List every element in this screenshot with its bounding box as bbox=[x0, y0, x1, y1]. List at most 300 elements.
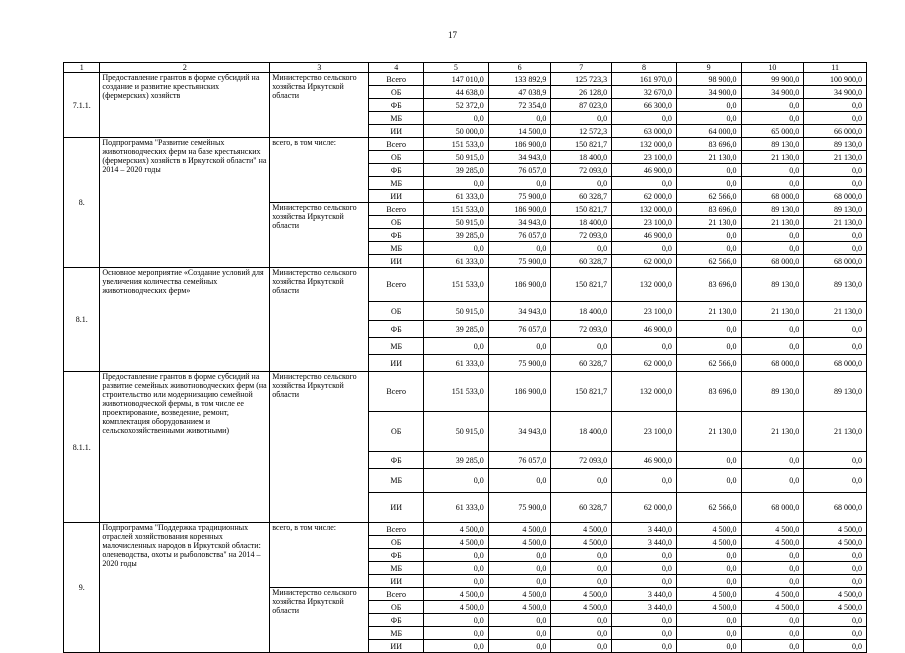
value-cell: 46 900,0 bbox=[612, 229, 677, 242]
funding-source: ОБ bbox=[369, 216, 424, 229]
value-cell: 4 500,0 bbox=[551, 588, 612, 601]
funding-source: ФБ bbox=[369, 452, 424, 469]
value-cell: 4 500,0 bbox=[804, 536, 867, 549]
value-cell: 0,0 bbox=[804, 469, 867, 493]
row-index: 7.1.1. bbox=[64, 73, 100, 138]
value-cell: 4 500,0 bbox=[424, 588, 489, 601]
funding-source: Всего bbox=[369, 138, 424, 151]
value-cell: 68 000,0 bbox=[804, 355, 867, 372]
value-cell: 4 500,0 bbox=[488, 523, 551, 536]
value-cell: 65 000,0 bbox=[741, 125, 804, 138]
value-cell: 89 130,0 bbox=[804, 138, 867, 151]
value-cell: 0,0 bbox=[741, 452, 804, 469]
value-cell: 0,0 bbox=[488, 575, 551, 588]
funding-source: ИИ bbox=[369, 640, 424, 653]
value-cell: 0,0 bbox=[424, 338, 489, 355]
value-cell: 61 333,0 bbox=[424, 190, 489, 203]
value-cell: 4 500,0 bbox=[488, 588, 551, 601]
value-cell: 62 000,0 bbox=[612, 493, 677, 523]
value-cell: 4 500,0 bbox=[804, 588, 867, 601]
budget-table bbox=[63, 62, 867, 653]
value-cell: 150 821,7 bbox=[551, 138, 612, 151]
value-cell: 4 500,0 bbox=[676, 601, 741, 614]
value-cell: 72 093,0 bbox=[551, 229, 612, 242]
value-cell: 0,0 bbox=[804, 549, 867, 562]
value-cell: 0,0 bbox=[676, 614, 741, 627]
col-header: 1 bbox=[64, 63, 100, 73]
value-cell: 89 130,0 bbox=[741, 372, 804, 412]
value-cell: 83 696,0 bbox=[676, 268, 741, 302]
value-cell: 0,0 bbox=[551, 614, 612, 627]
funding-source: МБ bbox=[369, 112, 424, 125]
col-header: 6 bbox=[488, 63, 551, 73]
value-cell: 72 354,0 bbox=[488, 99, 551, 112]
row-name: Основное мероприятие «Создание условий для увеличения количества семейных животноводческих ферм» bbox=[100, 268, 270, 372]
col-header: 5 bbox=[424, 63, 489, 73]
value-cell: 0,0 bbox=[676, 575, 741, 588]
funding-source: ИИ bbox=[369, 125, 424, 138]
value-cell: 0,0 bbox=[804, 229, 867, 242]
value-cell: 89 130,0 bbox=[804, 268, 867, 302]
value-cell: 4 500,0 bbox=[424, 601, 489, 614]
value-cell: 83 696,0 bbox=[676, 203, 741, 216]
value-cell: 0,0 bbox=[612, 242, 677, 255]
value-cell: 0,0 bbox=[424, 177, 489, 190]
funding-source: ИИ bbox=[369, 355, 424, 372]
value-cell: 0,0 bbox=[676, 99, 741, 112]
col-header: 3 bbox=[270, 63, 369, 73]
value-cell: 52 372,0 bbox=[424, 99, 489, 112]
value-cell: 34 943,0 bbox=[488, 302, 551, 321]
value-cell: 39 285,0 bbox=[424, 164, 489, 177]
row-index: 9. bbox=[64, 523, 100, 653]
col-header: 11 bbox=[804, 63, 867, 73]
table-row bbox=[64, 523, 867, 536]
value-cell: 0,0 bbox=[804, 112, 867, 125]
value-cell: 0,0 bbox=[676, 242, 741, 255]
funding-source: ФБ bbox=[369, 229, 424, 242]
value-cell: 0,0 bbox=[741, 614, 804, 627]
value-cell: 62 000,0 bbox=[612, 190, 677, 203]
value-cell: 3 440,0 bbox=[612, 588, 677, 601]
value-cell: 34 943,0 bbox=[488, 412, 551, 452]
value-cell: 132 000,0 bbox=[612, 268, 677, 302]
value-cell: 0,0 bbox=[488, 338, 551, 355]
value-cell: 0,0 bbox=[551, 549, 612, 562]
value-cell: 21 130,0 bbox=[804, 412, 867, 452]
value-cell: 0,0 bbox=[741, 549, 804, 562]
value-cell: 26 128,0 bbox=[551, 86, 612, 99]
value-cell: 151 533,0 bbox=[424, 372, 489, 412]
value-cell: 0,0 bbox=[612, 177, 677, 190]
value-cell: 151 533,0 bbox=[424, 268, 489, 302]
value-cell: 4 500,0 bbox=[741, 588, 804, 601]
value-cell: 21 130,0 bbox=[741, 412, 804, 452]
value-cell: 83 696,0 bbox=[676, 138, 741, 151]
funding-source: ОБ bbox=[369, 151, 424, 164]
value-cell: 0,0 bbox=[551, 575, 612, 588]
value-cell: 0,0 bbox=[488, 549, 551, 562]
value-cell: 0,0 bbox=[424, 242, 489, 255]
funding-source: ФБ bbox=[369, 549, 424, 562]
value-cell: 72 093,0 bbox=[551, 452, 612, 469]
funding-source: МБ bbox=[369, 242, 424, 255]
value-cell: 68 000,0 bbox=[741, 493, 804, 523]
funding-source: ФБ bbox=[369, 614, 424, 627]
value-cell: 76 057,0 bbox=[488, 452, 551, 469]
value-cell: 0,0 bbox=[551, 469, 612, 493]
value-cell: 87 023,0 bbox=[551, 99, 612, 112]
value-cell: 21 130,0 bbox=[676, 151, 741, 164]
value-cell: 89 130,0 bbox=[804, 203, 867, 216]
value-cell: 68 000,0 bbox=[741, 255, 804, 268]
value-cell: 0,0 bbox=[676, 177, 741, 190]
funding-source: Всего bbox=[369, 588, 424, 601]
row-index: 8.1. bbox=[64, 268, 100, 372]
row-index: 8.1.1. bbox=[64, 372, 100, 523]
value-cell: 46 900,0 bbox=[612, 321, 677, 338]
value-cell: 4 500,0 bbox=[488, 601, 551, 614]
value-cell: 89 130,0 bbox=[741, 203, 804, 216]
row-name: Подпрограмма "Развитие семейных животноводческих ферм на базе крестьянских (фермерских) хозяйств в Иркутской области" на 2014 – 2020 годы bbox=[100, 138, 270, 268]
value-cell: 0,0 bbox=[612, 640, 677, 653]
value-cell: 46 900,0 bbox=[612, 164, 677, 177]
value-cell: 23 100,0 bbox=[612, 412, 677, 452]
value-cell: 62 566,0 bbox=[676, 355, 741, 372]
value-cell: 0,0 bbox=[551, 627, 612, 640]
value-cell: 0,0 bbox=[488, 614, 551, 627]
value-cell: 12 572,3 bbox=[551, 125, 612, 138]
col-header: 2 bbox=[100, 63, 270, 73]
value-cell: 21 130,0 bbox=[741, 151, 804, 164]
value-cell: 4 500,0 bbox=[676, 536, 741, 549]
funding-source: ОБ bbox=[369, 86, 424, 99]
value-cell: 76 057,0 bbox=[488, 164, 551, 177]
value-cell: 4 500,0 bbox=[741, 523, 804, 536]
value-cell: 76 057,0 bbox=[488, 321, 551, 338]
value-cell: 0,0 bbox=[676, 452, 741, 469]
value-cell: 61 333,0 bbox=[424, 255, 489, 268]
value-cell: 0,0 bbox=[424, 627, 489, 640]
value-cell: 3 440,0 bbox=[612, 523, 677, 536]
col-header: 4 bbox=[369, 63, 424, 73]
value-cell: 39 285,0 bbox=[424, 321, 489, 338]
value-cell: 0,0 bbox=[741, 338, 804, 355]
value-cell: 32 670,0 bbox=[612, 86, 677, 99]
value-cell: 66 000,0 bbox=[804, 125, 867, 138]
col-header: 9 bbox=[676, 63, 741, 73]
value-cell: 34 900,0 bbox=[741, 86, 804, 99]
row-name: Подпрограмма "Поддержка традиционных отраслей хозяйствования коренных малочисленных народов в Иркутской области: оленеводства, охоты и рыболовства" на 2014 – 2020 годы bbox=[100, 523, 270, 653]
funding-source: МБ bbox=[369, 627, 424, 640]
responsible-executor: Министерство сельского хозяйства Иркутской области bbox=[270, 372, 369, 523]
value-cell: 0,0 bbox=[676, 549, 741, 562]
value-cell: 0,0 bbox=[741, 229, 804, 242]
funding-source: ИИ bbox=[369, 493, 424, 523]
value-cell: 0,0 bbox=[424, 549, 489, 562]
value-cell: 50 915,0 bbox=[424, 216, 489, 229]
value-cell: 0,0 bbox=[612, 338, 677, 355]
responsible-executor: Министерство сельского хозяйства Иркутской области bbox=[270, 268, 369, 372]
value-cell: 0,0 bbox=[676, 321, 741, 338]
value-cell: 0,0 bbox=[551, 177, 612, 190]
value-cell: 4 500,0 bbox=[676, 523, 741, 536]
value-cell: 0,0 bbox=[676, 627, 741, 640]
value-cell: 0,0 bbox=[741, 99, 804, 112]
value-cell: 3 440,0 bbox=[612, 536, 677, 549]
value-cell: 21 130,0 bbox=[676, 216, 741, 229]
responsible-executor: всего, в том числе: bbox=[270, 523, 369, 588]
value-cell: 0,0 bbox=[804, 627, 867, 640]
value-cell: 21 130,0 bbox=[804, 151, 867, 164]
value-cell: 0,0 bbox=[741, 575, 804, 588]
value-cell: 0,0 bbox=[488, 112, 551, 125]
value-cell: 0,0 bbox=[676, 112, 741, 125]
value-cell: 89 130,0 bbox=[804, 372, 867, 412]
value-cell: 14 500,0 bbox=[488, 125, 551, 138]
value-cell: 63 000,0 bbox=[612, 125, 677, 138]
value-cell: 0,0 bbox=[612, 575, 677, 588]
table-row bbox=[64, 268, 867, 302]
value-cell: 68 000,0 bbox=[804, 255, 867, 268]
funding-source: ФБ bbox=[369, 321, 424, 338]
value-cell: 0,0 bbox=[488, 562, 551, 575]
value-cell: 0,0 bbox=[612, 469, 677, 493]
funding-source: ФБ bbox=[369, 99, 424, 112]
value-cell: 18 400,0 bbox=[551, 216, 612, 229]
funding-source: ОБ bbox=[369, 412, 424, 452]
value-cell: 133 892,9 bbox=[488, 73, 551, 86]
value-cell: 4 500,0 bbox=[551, 523, 612, 536]
value-cell: 0,0 bbox=[551, 562, 612, 575]
value-cell: 34 943,0 bbox=[488, 151, 551, 164]
funding-source: МБ bbox=[369, 562, 424, 575]
value-cell: 64 000,0 bbox=[676, 125, 741, 138]
funding-source: ИИ bbox=[369, 255, 424, 268]
value-cell: 0,0 bbox=[424, 640, 489, 653]
value-cell: 0,0 bbox=[804, 562, 867, 575]
table-row bbox=[64, 73, 867, 86]
value-cell: 83 696,0 bbox=[676, 372, 741, 412]
value-cell: 4 500,0 bbox=[488, 536, 551, 549]
value-cell: 150 821,7 bbox=[551, 203, 612, 216]
value-cell: 4 500,0 bbox=[741, 536, 804, 549]
value-cell: 0,0 bbox=[488, 627, 551, 640]
value-cell: 0,0 bbox=[424, 562, 489, 575]
value-cell: 0,0 bbox=[741, 112, 804, 125]
funding-source: Всего bbox=[369, 268, 424, 302]
value-cell: 0,0 bbox=[424, 614, 489, 627]
value-cell: 34 900,0 bbox=[804, 86, 867, 99]
responsible-executor: Министерство сельского хозяйства Иркутской области bbox=[270, 73, 369, 138]
value-cell: 0,0 bbox=[804, 177, 867, 190]
value-cell: 0,0 bbox=[424, 469, 489, 493]
responsible-executor: Министерство сельского хозяйства Иркутской области bbox=[270, 588, 369, 653]
value-cell: 150 821,7 bbox=[551, 372, 612, 412]
value-cell: 47 038,9 bbox=[488, 86, 551, 99]
responsible-executor: Министерство сельского хозяйства Иркутской области bbox=[270, 203, 369, 268]
value-cell: 68 000,0 bbox=[804, 493, 867, 523]
value-cell: 132 000,0 bbox=[612, 372, 677, 412]
value-cell: 0,0 bbox=[804, 321, 867, 338]
value-cell: 62 566,0 bbox=[676, 493, 741, 523]
value-cell: 150 821,7 bbox=[551, 268, 612, 302]
value-cell: 4 500,0 bbox=[676, 588, 741, 601]
header-row bbox=[64, 63, 867, 73]
value-cell: 60 328,7 bbox=[551, 255, 612, 268]
value-cell: 0,0 bbox=[551, 640, 612, 653]
value-cell: 151 533,0 bbox=[424, 203, 489, 216]
row-index: 8. bbox=[64, 138, 100, 268]
value-cell: 23 100,0 bbox=[612, 302, 677, 321]
value-cell: 72 093,0 bbox=[551, 321, 612, 338]
value-cell: 0,0 bbox=[804, 164, 867, 177]
value-cell: 89 130,0 bbox=[741, 268, 804, 302]
value-cell: 21 130,0 bbox=[741, 302, 804, 321]
value-cell: 186 900,0 bbox=[488, 372, 551, 412]
value-cell: 68 000,0 bbox=[741, 190, 804, 203]
value-cell: 50 915,0 bbox=[424, 302, 489, 321]
value-cell: 0,0 bbox=[612, 627, 677, 640]
value-cell: 0,0 bbox=[551, 242, 612, 255]
value-cell: 0,0 bbox=[804, 452, 867, 469]
value-cell: 18 400,0 bbox=[551, 412, 612, 452]
value-cell: 0,0 bbox=[676, 562, 741, 575]
value-cell: 72 093,0 bbox=[551, 164, 612, 177]
funding-source: ФБ bbox=[369, 164, 424, 177]
value-cell: 0,0 bbox=[741, 177, 804, 190]
value-cell: 98 900,0 bbox=[676, 73, 741, 86]
value-cell: 0,0 bbox=[741, 469, 804, 493]
value-cell: 186 900,0 bbox=[488, 138, 551, 151]
value-cell: 60 328,7 bbox=[551, 355, 612, 372]
value-cell: 3 440,0 bbox=[612, 601, 677, 614]
value-cell: 0,0 bbox=[612, 562, 677, 575]
value-cell: 4 500,0 bbox=[804, 523, 867, 536]
responsible-executor: всего, в том числе: bbox=[270, 138, 369, 203]
value-cell: 62 000,0 bbox=[612, 355, 677, 372]
value-cell: 0,0 bbox=[424, 112, 489, 125]
funding-source: МБ bbox=[369, 338, 424, 355]
value-cell: 0,0 bbox=[676, 164, 741, 177]
value-cell: 21 130,0 bbox=[676, 412, 741, 452]
value-cell: 68 000,0 bbox=[804, 190, 867, 203]
funding-source: Всего bbox=[369, 73, 424, 86]
value-cell: 0,0 bbox=[804, 338, 867, 355]
value-cell: 0,0 bbox=[741, 321, 804, 338]
col-header: 10 bbox=[741, 63, 804, 73]
value-cell: 0,0 bbox=[676, 229, 741, 242]
value-cell: 4 500,0 bbox=[551, 536, 612, 549]
funding-source: Всего bbox=[369, 372, 424, 412]
value-cell: 0,0 bbox=[488, 469, 551, 493]
funding-source: ОБ bbox=[369, 536, 424, 549]
funding-source: ОБ bbox=[369, 302, 424, 321]
value-cell: 39 285,0 bbox=[424, 452, 489, 469]
value-cell: 0,0 bbox=[488, 177, 551, 190]
value-cell: 0,0 bbox=[676, 640, 741, 653]
value-cell: 18 400,0 bbox=[551, 302, 612, 321]
value-cell: 39 285,0 bbox=[424, 229, 489, 242]
value-cell: 50 915,0 bbox=[424, 412, 489, 452]
value-cell: 186 900,0 bbox=[488, 203, 551, 216]
value-cell: 0,0 bbox=[741, 242, 804, 255]
value-cell: 21 130,0 bbox=[804, 302, 867, 321]
value-cell: 0,0 bbox=[551, 112, 612, 125]
value-cell: 75 900,0 bbox=[488, 190, 551, 203]
col-header: 8 bbox=[612, 63, 677, 73]
value-cell: 151 533,0 bbox=[424, 138, 489, 151]
value-cell: 4 500,0 bbox=[804, 601, 867, 614]
value-cell: 125 723,3 bbox=[551, 73, 612, 86]
value-cell: 44 638,0 bbox=[424, 86, 489, 99]
value-cell: 0,0 bbox=[488, 242, 551, 255]
value-cell: 23 100,0 bbox=[612, 216, 677, 229]
funding-source: ИИ bbox=[369, 190, 424, 203]
value-cell: 0,0 bbox=[741, 627, 804, 640]
table-row bbox=[64, 372, 867, 412]
value-cell: 89 130,0 bbox=[741, 138, 804, 151]
col-header: 7 bbox=[551, 63, 612, 73]
value-cell: 66 300,0 bbox=[612, 99, 677, 112]
value-cell: 46 900,0 bbox=[612, 452, 677, 469]
value-cell: 132 000,0 bbox=[612, 138, 677, 151]
value-cell: 186 900,0 bbox=[488, 268, 551, 302]
value-cell: 50 000,0 bbox=[424, 125, 489, 138]
value-cell: 0,0 bbox=[741, 164, 804, 177]
value-cell: 61 333,0 bbox=[424, 355, 489, 372]
value-cell: 0,0 bbox=[612, 549, 677, 562]
row-name: Предоставление грантов в форме субсидий на создание и развитие крестьянских (фермерских) хозяйств bbox=[100, 73, 270, 138]
funding-source: Всего bbox=[369, 523, 424, 536]
value-cell: 18 400,0 bbox=[551, 151, 612, 164]
value-cell: 75 900,0 bbox=[488, 355, 551, 372]
value-cell: 21 130,0 bbox=[804, 216, 867, 229]
value-cell: 21 130,0 bbox=[741, 216, 804, 229]
value-cell: 34 943,0 bbox=[488, 216, 551, 229]
value-cell: 0,0 bbox=[676, 338, 741, 355]
value-cell: 62 566,0 bbox=[676, 255, 741, 268]
value-cell: 61 333,0 bbox=[424, 493, 489, 523]
value-cell: 0,0 bbox=[612, 112, 677, 125]
value-cell: 0,0 bbox=[804, 640, 867, 653]
value-cell: 21 130,0 bbox=[676, 302, 741, 321]
value-cell: 0,0 bbox=[804, 614, 867, 627]
value-cell: 62 000,0 bbox=[612, 255, 677, 268]
value-cell: 100 900,0 bbox=[804, 73, 867, 86]
value-cell: 62 566,0 bbox=[676, 190, 741, 203]
value-cell: 0,0 bbox=[488, 640, 551, 653]
funding-source: МБ bbox=[369, 469, 424, 493]
value-cell: 75 900,0 bbox=[488, 493, 551, 523]
funding-source: Всего bbox=[369, 203, 424, 216]
value-cell: 0,0 bbox=[676, 469, 741, 493]
value-cell: 0,0 bbox=[804, 99, 867, 112]
funding-source: ОБ bbox=[369, 601, 424, 614]
funding-source: ИИ bbox=[369, 575, 424, 588]
value-cell: 4 500,0 bbox=[424, 523, 489, 536]
value-cell: 147 010,0 bbox=[424, 73, 489, 86]
value-cell: 0,0 bbox=[741, 640, 804, 653]
value-cell: 0,0 bbox=[804, 575, 867, 588]
value-cell: 60 328,7 bbox=[551, 493, 612, 523]
value-cell: 4 500,0 bbox=[551, 601, 612, 614]
value-cell: 50 915,0 bbox=[424, 151, 489, 164]
value-cell: 23 100,0 bbox=[612, 151, 677, 164]
value-cell: 0,0 bbox=[804, 242, 867, 255]
table-row bbox=[64, 138, 867, 151]
value-cell: 0,0 bbox=[612, 614, 677, 627]
